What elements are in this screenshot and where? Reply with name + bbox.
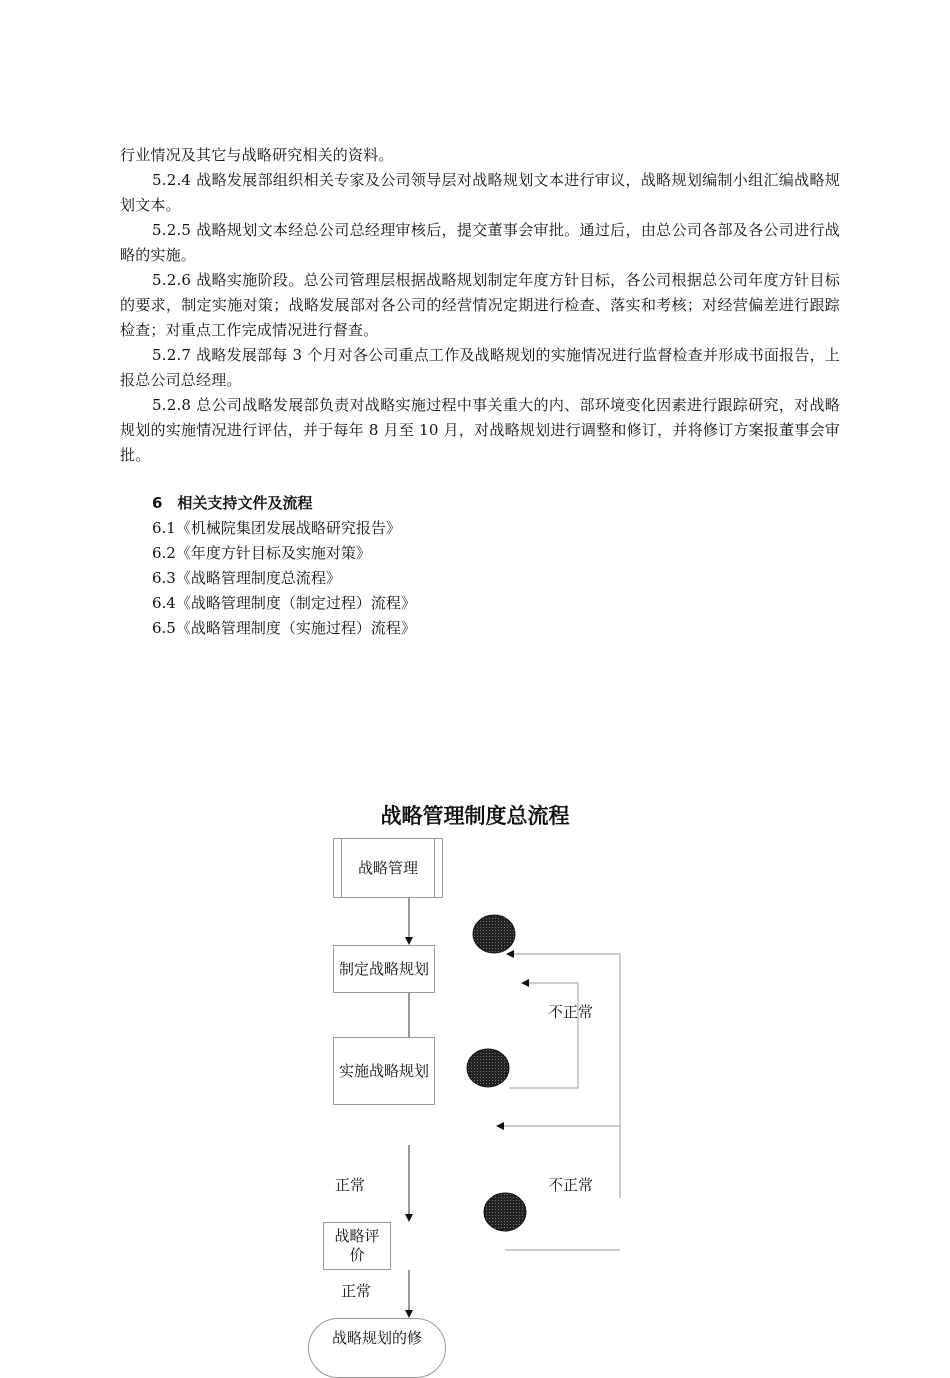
reference-item: 6.5《战略管理制度（实施过程）流程》 bbox=[152, 619, 416, 637]
flow-label-normal: 正常 bbox=[335, 1176, 366, 1194]
flow-label-normal: 正常 bbox=[341, 1282, 372, 1300]
flow-node-label: 战略规划的修 bbox=[331, 1329, 422, 1347]
decision-circle bbox=[484, 1193, 526, 1231]
reference-item: 6.1《机械院集团发展战略研究报告》 bbox=[152, 519, 401, 537]
body-paragraph: 5.2.8 总公司战略发展部负责对战略实施过程中事关重大的内、部环境变化因素进行跟踪研究，对战略规划的实施情况进行评估，并于每年 8 月至 10 月，对战略规划进行调整和修订，并将修订方案报董事会审批。 bbox=[120, 396, 840, 464]
decision-markers bbox=[467, 915, 526, 1231]
flow-node-plan bbox=[333, 945, 435, 993]
flow-node-start bbox=[333, 838, 443, 898]
body-paragraph: 5.2.5 战略规划文本经总公司总经理审核后，提交董事会审批。通过后，由总公司各部及各公司进行战略的实施。 bbox=[120, 221, 840, 264]
decision-circle bbox=[473, 915, 515, 953]
body-paragraph: 5.2.7 战略发展部每 3 个月对各公司重点工作及战略规划的实施情况进行监督检查并形成书面报告，上报总公司总经理。 bbox=[120, 346, 840, 389]
flow-node-implement bbox=[333, 1037, 435, 1105]
arrowheads bbox=[405, 937, 529, 1318]
reference-item: 6.2《年度方针目标及实施对策》 bbox=[152, 544, 371, 562]
section-6-heading: 6 相关支持文件及流程 bbox=[152, 494, 313, 512]
flow-node-label: 实施战略规划 bbox=[338, 1061, 429, 1080]
flow-node-end bbox=[308, 1318, 446, 1378]
flow-node-label: 战略评价 bbox=[334, 1227, 380, 1264]
flow-node-evaluate bbox=[323, 1222, 391, 1270]
body-paragraph: 5.2.4 战略发展部组织相关专家及公司领导层对战略规划文本进行审议，战略规划编制小组汇编战略规划文本。 bbox=[120, 171, 840, 214]
body-paragraph: 行业情况及其它与战略研究相关的资料。 bbox=[120, 146, 394, 164]
flow-label-abnormal: 不正常 bbox=[548, 1003, 594, 1021]
body-paragraph: 5.2.6 战略实施阶段。总公司管理层根据战略规划制定年度方针目标，各公司根据总公司年度方针目标的要求，制定实施对策；战略发展部对各公司的经营情况定期进行检查、落实和考核；对经营偏差进行跟踪检查；对重点工作完成情况进行督查。 bbox=[120, 271, 840, 339]
flow-node-label: 制定战略规划 bbox=[338, 959, 429, 978]
reference-item: 6.3《战略管理制度总流程》 bbox=[152, 569, 341, 587]
reference-item: 6.4《战略管理制度（制定过程）流程》 bbox=[152, 594, 416, 612]
flow-label-abnormal: 不正常 bbox=[548, 1176, 594, 1194]
flow-node-label: 战略管理 bbox=[357, 858, 418, 877]
flowchart-title: 战略管理制度总流程 bbox=[380, 804, 570, 828]
decision-circle bbox=[467, 1049, 509, 1087]
